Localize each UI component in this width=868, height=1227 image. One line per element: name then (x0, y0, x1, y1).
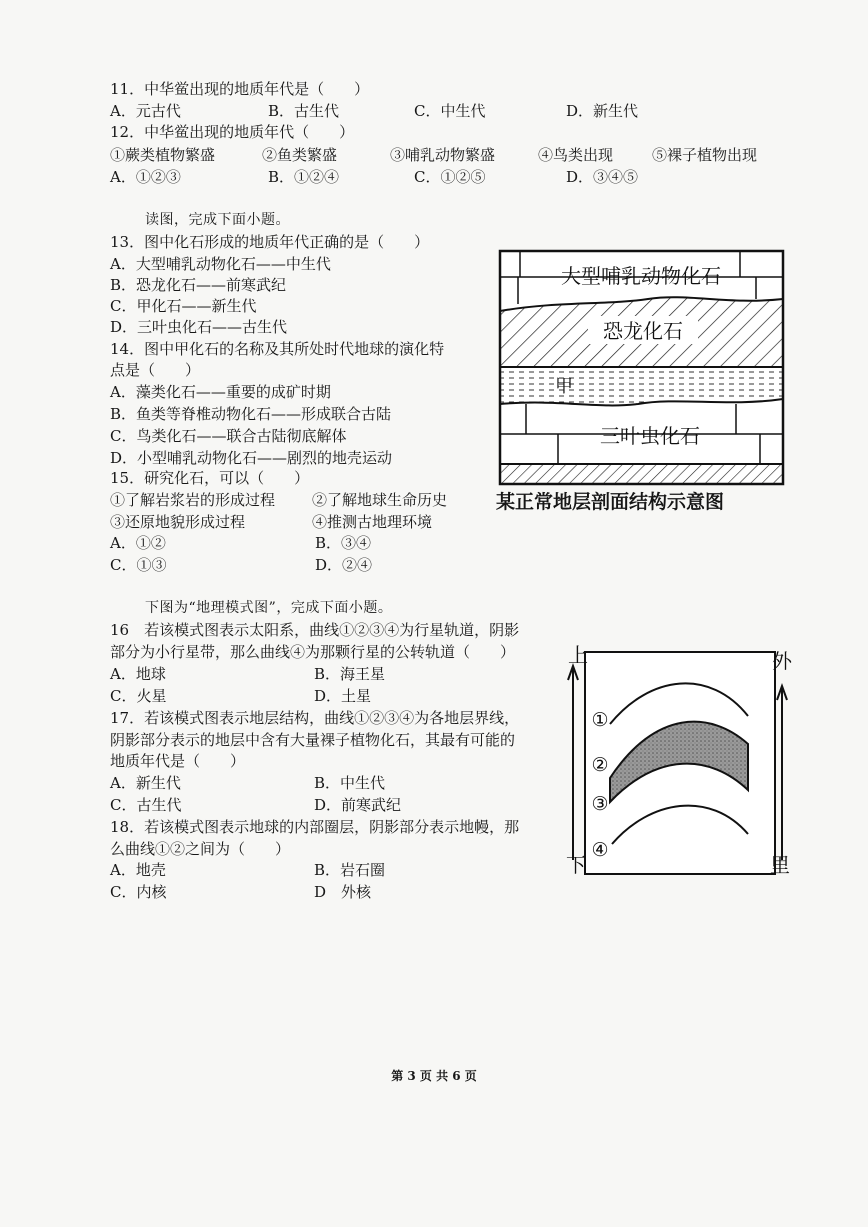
label-top-left: 上 (568, 643, 588, 667)
q15-stem: 15．研究化石，可以（ ） (110, 469, 310, 487)
q12-option-c: C．①②⑤ (414, 168, 486, 186)
q14-option-a: A．藻类化石——重要的成矿时期 (110, 383, 331, 401)
q17-stem-line3: 地质年代是（ ） (110, 752, 246, 770)
q13-option-d: D．三叶虫化石——古生代 (110, 318, 288, 336)
q15-option-b: B．③④ (315, 534, 372, 552)
q14-option-c: C．鸟类化石——联合古陆彻底解体 (110, 427, 347, 445)
q17-option-b: B．中生代 (314, 774, 386, 792)
q11-option-c: C．中生代 (414, 102, 486, 120)
q12-item-5: ⑤裸子植物出现 (652, 146, 758, 164)
q15-item-1: ①了解岩浆岩的形成过程 (110, 491, 276, 509)
q11-option-a: A．元古代 (110, 102, 181, 120)
group1-intro: 读图，完成下面小题。 (145, 212, 290, 228)
q15-option-a: A．①② (110, 534, 166, 552)
q15-item-2: ②了解地球生命历史 (312, 491, 448, 509)
q16-option-a: A．地球 (110, 665, 166, 683)
curve-label-4: ④ (591, 839, 609, 861)
layer-label-jia: 甲 (555, 376, 573, 397)
layer-label-trilobite: 三叶虫化石 (600, 424, 700, 448)
page-footer: 第 3 页 共 6 页 (391, 1069, 477, 1083)
q12-item-3: ③哺乳动物繁盛 (390, 146, 496, 164)
q12-option-a: A．①②③ (110, 168, 181, 186)
q11-option-b: B．古生代 (268, 102, 340, 120)
layer-label-dinosaur: 恐龙化石 (603, 319, 683, 343)
q16-option-c: C．火星 (110, 687, 167, 705)
q18-option-a: A．地壳 (110, 861, 166, 879)
q16-option-b: B．海王星 (314, 665, 386, 683)
q15-item-3: ③还原地貌形成过程 (110, 513, 246, 531)
q12-option-b: B．①②④ (268, 168, 340, 186)
q14-option-b: B．鱼类等脊椎动物化石——形成联合古陆 (110, 405, 392, 423)
q15-option-d: D．②④ (315, 556, 373, 574)
q16-option-d: D．土星 (314, 687, 372, 705)
curve-label-2: ② (591, 754, 609, 776)
pattern-diagram-figure (560, 640, 800, 880)
curve-label-3: ③ (591, 793, 609, 815)
q11-stem: 11．中华鲎出现的地质年代是（ ） (110, 80, 370, 98)
q15-item-4: ④推测古地理环境 (312, 513, 433, 531)
q11-option-d: D．新生代 (566, 102, 639, 120)
q13-option-a: A．大型哺乳动物化石——中生代 (110, 255, 331, 273)
q12-stem: 12．中华鲎出现的地质年代（ ） (110, 123, 355, 141)
q18-option-c: C．内核 (110, 883, 167, 901)
q12-item-1: ①蕨类植物繁盛 (110, 146, 216, 164)
q17-option-d: D．前寒武纪 (314, 796, 402, 814)
q16-stem-line2: 部分为小行星带，那么曲线④为那颗行星的公转轨道（ ） (110, 643, 516, 661)
q13-option-b: B．恐龙化石——前寒武纪 (110, 276, 287, 294)
q12-option-d: D．③④⑤ (566, 168, 639, 186)
q13-option-c: C．甲化石——新生代 (110, 297, 257, 315)
q12-item-2: ②鱼类繁盛 (262, 146, 338, 164)
label-bottom-left: 下 (566, 853, 586, 877)
q14-stem-line1: 14．图中甲化石的名称及其所处时代地球的演化特 (110, 340, 445, 358)
q17-stem-line2: 阴影部分表示的地层中含有大量裸子植物化石，其最有可能的 (110, 731, 516, 749)
label-top-right: 外 (772, 649, 792, 673)
q18-stem-line1: 18．若该模式图表示地球的内部圈层，阴影部分表示地幔，那 (110, 818, 520, 836)
strata-figure-caption: 某正常地层剖面结构示意图 (496, 491, 725, 513)
layer-label-mammal: 大型哺乳动物化石 (561, 264, 721, 288)
label-bottom-right: 里 (770, 853, 790, 877)
q17-option-c: C．古生代 (110, 796, 182, 814)
q18-option-d: D 外核 (314, 883, 372, 901)
q15-option-c: C．①③ (110, 556, 167, 574)
strata-section-figure (498, 249, 788, 489)
q12-item-4: ④鸟类出现 (538, 146, 614, 164)
q14-stem-line2: 点是（ ） (110, 361, 201, 379)
curve-label-1: ① (591, 709, 609, 731)
q13-stem: 13．图中化石形成的地质年代正确的是（ ） (110, 233, 430, 251)
q18-option-b: B．岩石圈 (314, 861, 386, 879)
q14-option-d: D．小型哺乳动物化石——剧烈的地壳运动 (110, 449, 393, 467)
group2-intro: 下图为“地理模式图”，完成下面小题。 (145, 600, 393, 616)
q16-stem-line1: 16 若该模式图表示太阳系，曲线①②③④为行星轨道，阴影 (110, 621, 520, 639)
q17-stem-line1: 17．若该模式图表示地层结构，曲线①②③④为各地层界线， (110, 709, 520, 727)
q18-stem-line2: 么曲线①②之间为（ ） (110, 840, 291, 858)
q17-option-a: A．新生代 (110, 774, 181, 792)
